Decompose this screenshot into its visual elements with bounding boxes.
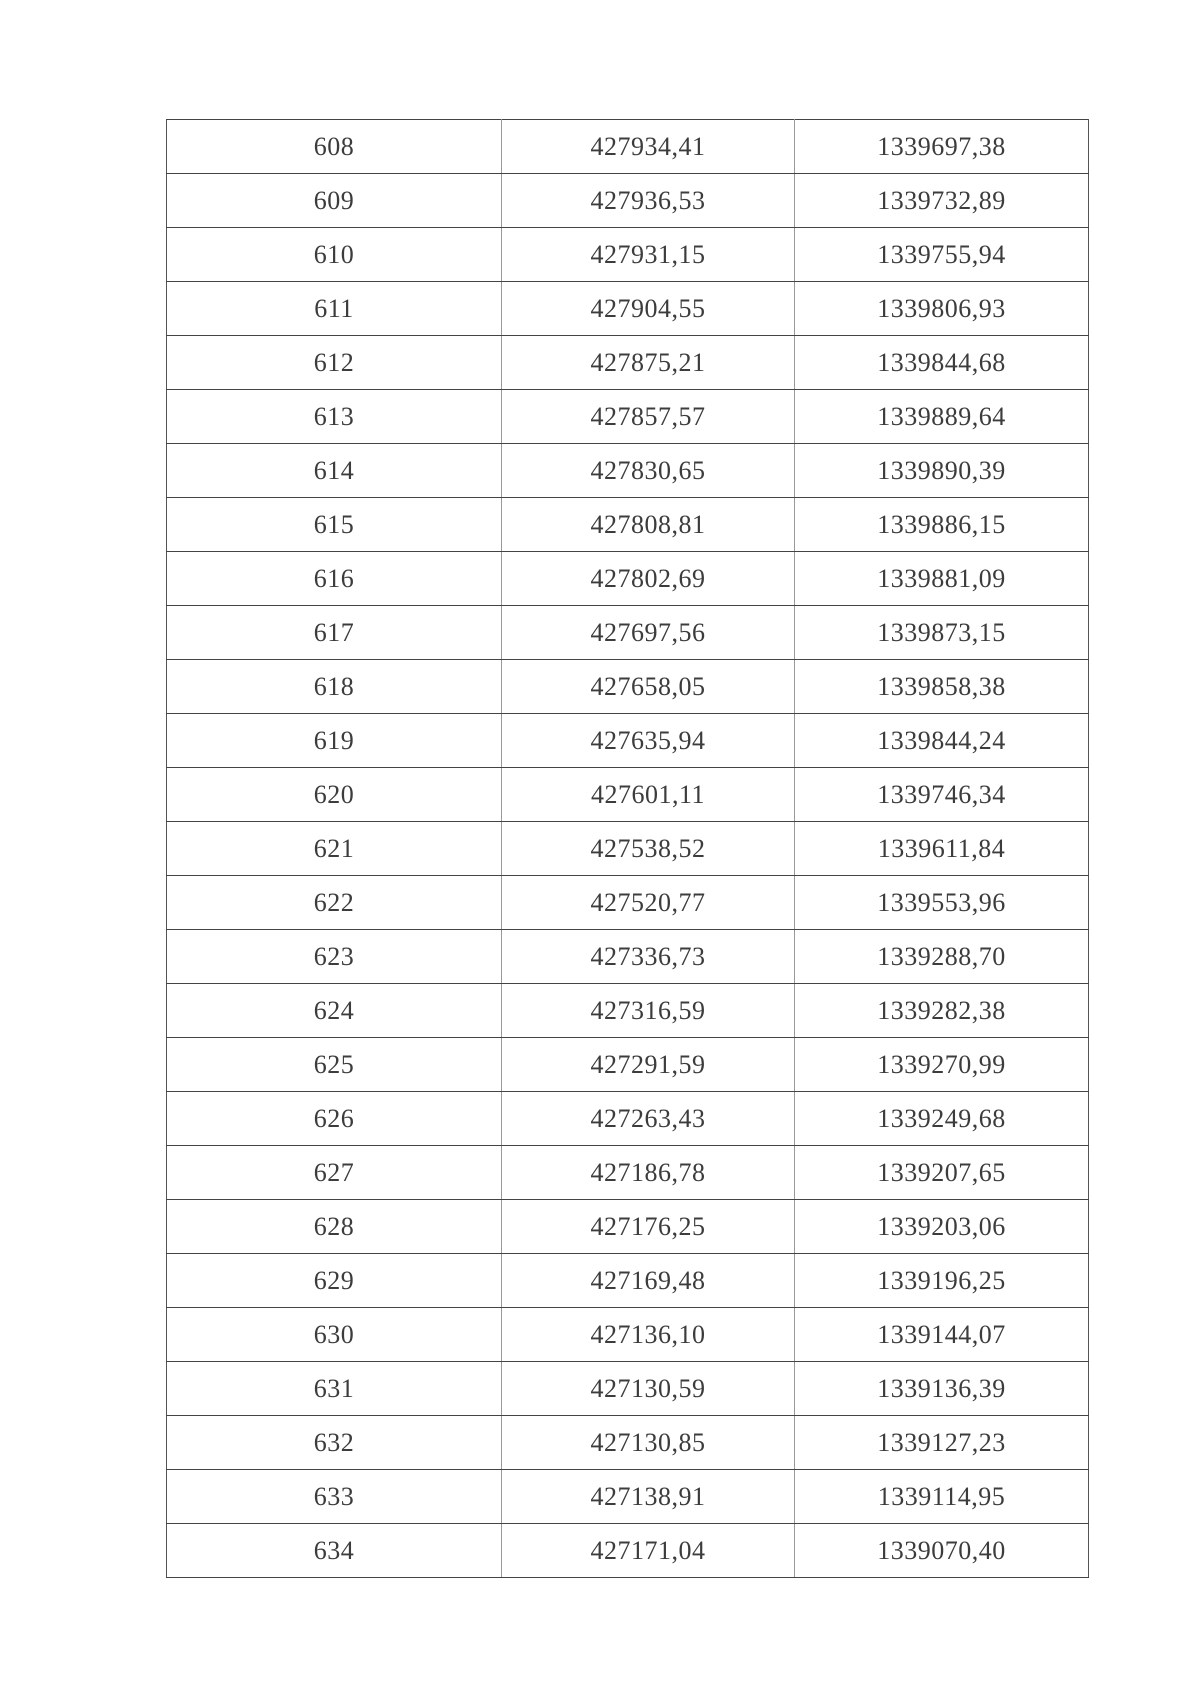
point-number-cell: 614 — [167, 444, 502, 498]
y-coordinate-cell: 1339858,38 — [795, 660, 1089, 714]
table-row — [167, 120, 1089, 174]
point-number-cell: 610 — [167, 228, 502, 282]
x-coordinate-cell: 427136,10 — [502, 1308, 795, 1362]
y-coordinate-cell: 1339553,96 — [795, 876, 1089, 930]
y-coordinate-cell: 1339844,24 — [795, 714, 1089, 768]
table-row — [167, 768, 1089, 822]
table-row — [167, 444, 1089, 498]
point-number-cell: 629 — [167, 1254, 502, 1308]
x-coordinate-cell: 427291,59 — [502, 1038, 795, 1092]
y-coordinate-cell: 1339144,07 — [795, 1308, 1089, 1362]
x-coordinate-cell: 427601,11 — [502, 768, 795, 822]
y-coordinate-cell: 1339070,40 — [795, 1524, 1089, 1578]
point-number-cell: 632 — [167, 1416, 502, 1470]
y-coordinate-cell: 1339282,38 — [795, 984, 1089, 1038]
y-coordinate-cell: 1339844,68 — [795, 336, 1089, 390]
table-row — [167, 1038, 1089, 1092]
point-number-cell: 631 — [167, 1362, 502, 1416]
x-coordinate-cell: 427697,56 — [502, 606, 795, 660]
y-coordinate-cell: 1339611,84 — [795, 822, 1089, 876]
x-coordinate-cell: 427802,69 — [502, 552, 795, 606]
x-coordinate-cell: 427658,05 — [502, 660, 795, 714]
point-number-cell: 619 — [167, 714, 502, 768]
coordinates-table-body — [167, 120, 1089, 1578]
table-row — [167, 1416, 1089, 1470]
coordinates-table — [166, 119, 1089, 1578]
point-number-cell: 634 — [167, 1524, 502, 1578]
x-coordinate-cell: 427808,81 — [502, 498, 795, 552]
point-number-cell: 622 — [167, 876, 502, 930]
table-row — [167, 1524, 1089, 1578]
y-coordinate-cell: 1339203,06 — [795, 1200, 1089, 1254]
table-row — [167, 660, 1089, 714]
x-coordinate-cell: 427263,43 — [502, 1092, 795, 1146]
y-coordinate-cell: 1339207,65 — [795, 1146, 1089, 1200]
y-coordinate-cell: 1339806,93 — [795, 282, 1089, 336]
x-coordinate-cell: 427336,73 — [502, 930, 795, 984]
x-coordinate-cell: 427904,55 — [502, 282, 795, 336]
table-row — [167, 984, 1089, 1038]
point-number-cell: 615 — [167, 498, 502, 552]
point-number-cell: 627 — [167, 1146, 502, 1200]
x-coordinate-cell: 427857,57 — [502, 390, 795, 444]
table-row — [167, 714, 1089, 768]
y-coordinate-cell: 1339881,09 — [795, 552, 1089, 606]
table-row — [167, 552, 1089, 606]
point-number-cell: 617 — [167, 606, 502, 660]
y-coordinate-cell: 1339890,39 — [795, 444, 1089, 498]
point-number-cell: 626 — [167, 1092, 502, 1146]
point-number-cell: 620 — [167, 768, 502, 822]
point-number-cell: 625 — [167, 1038, 502, 1092]
point-number-cell: 608 — [167, 120, 502, 174]
table-row — [167, 606, 1089, 660]
y-coordinate-cell: 1339732,89 — [795, 174, 1089, 228]
point-number-cell: 611 — [167, 282, 502, 336]
y-coordinate-cell: 1339889,64 — [795, 390, 1089, 444]
table-row — [167, 1200, 1089, 1254]
table-row — [167, 282, 1089, 336]
table-row — [167, 930, 1089, 984]
x-coordinate-cell: 427130,59 — [502, 1362, 795, 1416]
x-coordinate-cell: 427936,53 — [502, 174, 795, 228]
table-row — [167, 876, 1089, 930]
point-number-cell: 623 — [167, 930, 502, 984]
point-number-cell: 613 — [167, 390, 502, 444]
y-coordinate-cell: 1339697,38 — [795, 120, 1089, 174]
y-coordinate-cell: 1339270,99 — [795, 1038, 1089, 1092]
point-number-cell: 618 — [167, 660, 502, 714]
x-coordinate-cell: 427931,15 — [502, 228, 795, 282]
table-row — [167, 1092, 1089, 1146]
point-number-cell: 633 — [167, 1470, 502, 1524]
table-row — [167, 228, 1089, 282]
x-coordinate-cell: 427538,52 — [502, 822, 795, 876]
point-number-cell: 624 — [167, 984, 502, 1038]
y-coordinate-cell: 1339114,95 — [795, 1470, 1089, 1524]
y-coordinate-cell: 1339136,39 — [795, 1362, 1089, 1416]
y-coordinate-cell: 1339196,25 — [795, 1254, 1089, 1308]
y-coordinate-cell: 1339249,68 — [795, 1092, 1089, 1146]
x-coordinate-cell: 427171,04 — [502, 1524, 795, 1578]
x-coordinate-cell: 427520,77 — [502, 876, 795, 930]
table-row — [167, 1470, 1089, 1524]
x-coordinate-cell: 427875,21 — [502, 336, 795, 390]
table-row — [167, 390, 1089, 444]
x-coordinate-cell: 427169,48 — [502, 1254, 795, 1308]
y-coordinate-cell: 1339886,15 — [795, 498, 1089, 552]
table-row — [167, 1308, 1089, 1362]
x-coordinate-cell: 427316,59 — [502, 984, 795, 1038]
x-coordinate-cell: 427176,25 — [502, 1200, 795, 1254]
x-coordinate-cell: 427934,41 — [502, 120, 795, 174]
point-number-cell: 612 — [167, 336, 502, 390]
table-row — [167, 336, 1089, 390]
table-row — [167, 1254, 1089, 1308]
table-row — [167, 498, 1089, 552]
x-coordinate-cell: 427138,91 — [502, 1470, 795, 1524]
table-row — [167, 174, 1089, 228]
table-row — [167, 822, 1089, 876]
x-coordinate-cell: 427130,85 — [502, 1416, 795, 1470]
table-row — [167, 1362, 1089, 1416]
x-coordinate-cell: 427635,94 — [502, 714, 795, 768]
y-coordinate-cell: 1339755,94 — [795, 228, 1089, 282]
x-coordinate-cell: 427186,78 — [502, 1146, 795, 1200]
point-number-cell: 630 — [167, 1308, 502, 1362]
x-coordinate-cell: 427830,65 — [502, 444, 795, 498]
point-number-cell: 609 — [167, 174, 502, 228]
y-coordinate-cell: 1339873,15 — [795, 606, 1089, 660]
point-number-cell: 628 — [167, 1200, 502, 1254]
y-coordinate-cell: 1339746,34 — [795, 768, 1089, 822]
y-coordinate-cell: 1339127,23 — [795, 1416, 1089, 1470]
table-row — [167, 1146, 1089, 1200]
point-number-cell: 616 — [167, 552, 502, 606]
point-number-cell: 621 — [167, 822, 502, 876]
y-coordinate-cell: 1339288,70 — [795, 930, 1089, 984]
